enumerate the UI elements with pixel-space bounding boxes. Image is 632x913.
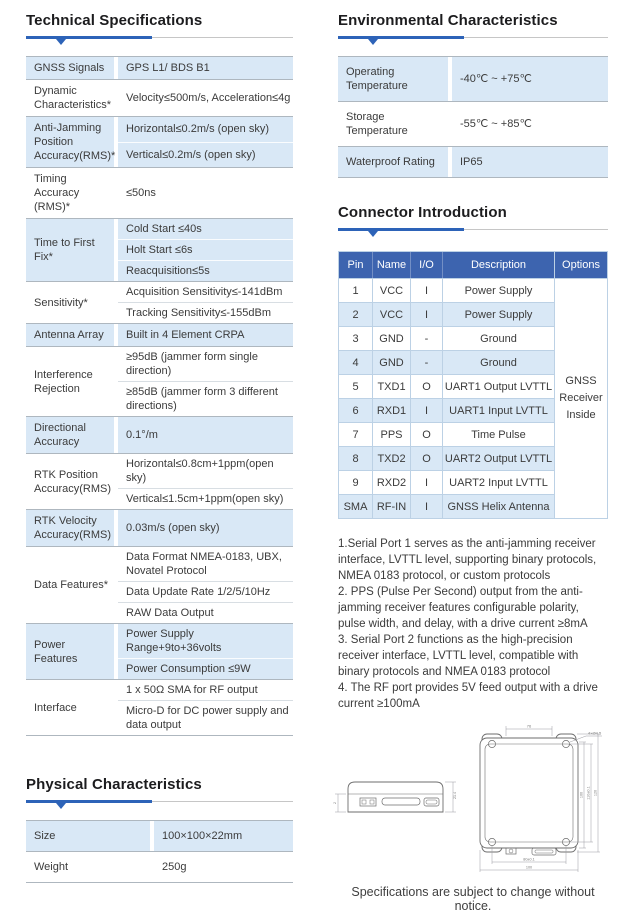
spec-label: RTK Velocity Accuracy(RMS) [26, 510, 114, 546]
column-header-pin: Pin [339, 252, 373, 278]
spec-value: Built in 4 Element CRPA [126, 329, 245, 341]
bottom-dim-inner-label: 80±0.1 [523, 857, 535, 862]
spec-row [26, 57, 293, 80]
pin-cell: Time Pulse [443, 422, 554, 446]
pin-cell: I [411, 302, 443, 326]
spec-value: Holt Start ≤6s [118, 239, 293, 260]
spec-label: Dynamic Characteristics* [34, 85, 112, 111]
section-marker-triangle [56, 803, 66, 809]
column-header-io: I/O [411, 252, 443, 278]
pin-cell: 9 [339, 470, 373, 494]
pin-cell: - [411, 350, 443, 374]
pin-cell: GNSS Helix Antenna [443, 494, 554, 518]
column-header-options: Options [555, 252, 607, 278]
connector-options-column [554, 252, 607, 518]
spec-row [26, 454, 293, 510]
spec-label: Weight [34, 861, 69, 873]
pin-cell: - [411, 326, 443, 350]
section-marker-triangle [56, 39, 66, 45]
section-rule [26, 36, 293, 46]
pin-cell: RXD1 [373, 398, 411, 422]
spec-label: GNSS Signals [26, 57, 114, 79]
spec-row [26, 80, 293, 117]
spec-row [26, 821, 293, 852]
pin-cell: VCC [373, 302, 411, 326]
spec-value: IP65 [460, 156, 483, 168]
section-rule [338, 228, 608, 238]
section-marker-triangle [368, 39, 378, 45]
note-line: 1.Serial Port 1 serves as the anti-jamming receiver interface, LVTTL level, supporting binary protocols, NMEA 0183 protocol, or custom protocols [338, 538, 597, 582]
spec-value: Vertical≤0.2m/s (open sky) [118, 142, 293, 168]
rule-blue [338, 36, 464, 39]
note-line: 4. The RF port provides 5V feed output with a drive current ≥100mA [338, 682, 598, 710]
connector-notes [338, 536, 608, 712]
bottom-dim-outer-label: 100 [525, 865, 533, 870]
pin-cell: VCC [373, 278, 411, 302]
spec-value: -40℃ ~ +75℃ [460, 73, 532, 85]
spec-label: Storage Temperature [346, 111, 408, 137]
spec-label: Waterproof Rating [338, 147, 448, 177]
spec-value: Velocity≤500m/s, Acceleration≤4g [126, 92, 291, 104]
technical-spec-table [26, 56, 293, 736]
spec-value: Tracking Sensitivity≤-155dBm [118, 302, 293, 323]
pin-cell: TXD2 [373, 446, 411, 470]
pin-cell: UART1 Output LVTTL [443, 374, 554, 398]
pin-cell: Ground [443, 326, 554, 350]
pin-cell: PPS [373, 422, 411, 446]
spec-label: Timing Accuracy (RMS)* [34, 173, 80, 213]
spec-label: Time to First Fix* [26, 219, 114, 281]
pin-cell: 1 [339, 278, 373, 302]
spec-value: ≥95dB (jammer form single direction) [126, 351, 258, 377]
pin-cell: TXD1 [373, 374, 411, 398]
spec-value: 1 x 50Ω SMA for RF output [126, 684, 258, 696]
spec-value: Power Supply Range+9to+36volts [126, 628, 222, 654]
spec-row [338, 102, 608, 147]
spec-label: Sensitivity* [34, 296, 88, 309]
side-left-dim-label: 2 [333, 802, 337, 804]
pin-cell: 3 [339, 326, 373, 350]
spec-value: Horizontal≤0.8cm+1ppm(open sky) [126, 458, 274, 484]
pin-cell: I [411, 398, 443, 422]
spec-value: 0.03m/s (open sky) [126, 522, 220, 534]
pin-cell: UART2 Input LVTTL [443, 470, 554, 494]
spec-value: Cold Start ≤40s [126, 223, 202, 235]
dimension-drawing [330, 720, 620, 875]
spec-label: Operating Temperature [338, 57, 448, 101]
spec-row [338, 147, 608, 178]
spec-row [26, 417, 293, 454]
spec-row [26, 547, 293, 624]
side-height-dim-label: 21.4 [453, 792, 457, 799]
pin-cell: UART1 Input LVTTL [443, 398, 554, 422]
pin-cell: UART2 Output LVTTL [443, 446, 554, 470]
pin-cell: O [411, 374, 443, 398]
spec-label: Size [26, 821, 150, 851]
rule-blue [338, 228, 464, 231]
section-marker-triangle [368, 231, 378, 237]
pin-cell: 8 [339, 446, 373, 470]
pin-cell: GND [373, 350, 411, 374]
spec-label: RTK Position Accuracy(RMS) [34, 468, 112, 495]
rule-blue [26, 36, 152, 39]
section-rule [338, 36, 608, 46]
spec-value: RAW Data Output [118, 602, 293, 623]
spec-value: Reacquisition≤5s [118, 260, 293, 281]
spec-value: 0.1°/m [126, 429, 158, 441]
spec-value: -55℃ ~ +85℃ [460, 118, 532, 130]
spec-value: ≥85dB (jammer form 3 different directions) [118, 381, 293, 416]
spec-value: Horizontal≤0.2m/s (open sky) [126, 123, 269, 136]
pin-cell: I [411, 470, 443, 494]
pin-cell: RXD2 [373, 470, 411, 494]
right-dim-outer-label: 120 [593, 789, 598, 797]
section-title-physical: Physical Characteristics [26, 776, 202, 793]
spec-label: Interface [34, 701, 77, 714]
spec-value: Data Update Rate 1/2/5/10Hz [118, 581, 293, 602]
footer-note: Specifications are subject to change without notice. [351, 885, 595, 913]
spec-value: ≤50ns [126, 187, 156, 199]
pin-cell: 4 [339, 350, 373, 374]
pin-cell: 2 [339, 302, 373, 326]
section-rule [26, 800, 293, 810]
spec-label: Power Features [26, 624, 114, 679]
spec-value: 250g [162, 861, 187, 873]
spec-value: Power Consumption ≤9W [118, 658, 293, 679]
pin-cell: O [411, 422, 443, 446]
spec-value: Micro-D for DC power supply and data output [118, 700, 293, 735]
spec-row [26, 117, 293, 168]
right-column [333, 12, 608, 913]
column-header-name: Name [373, 252, 411, 278]
pin-cell: SMA [339, 494, 373, 518]
right-dim-inner-label: 100 [579, 791, 584, 799]
spec-row [338, 57, 608, 102]
spec-value: Vertical≤1.5cm+1ppm(open sky) [118, 488, 293, 509]
options-merged-cell: GNSS Receiver Inside [555, 278, 607, 518]
pin-cell: Ground [443, 350, 554, 374]
connector-main-grid [339, 252, 554, 518]
section-title-technical: Technical Specifications [26, 12, 203, 29]
rule-blue [26, 800, 152, 803]
connector-table [338, 251, 608, 519]
spec-row [26, 624, 293, 680]
pin-cell: RF-IN [373, 494, 411, 518]
spec-row [26, 219, 293, 282]
top-dim-label: 76 [526, 723, 532, 729]
spec-row [26, 347, 293, 417]
spec-row [26, 680, 293, 736]
spacer [26, 736, 293, 776]
spec-value: Acquisition Sensitivity≤-141dBm [126, 286, 283, 298]
pin-cell: 6 [339, 398, 373, 422]
physical-table [26, 820, 293, 883]
pin-cell: Power Supply [443, 278, 554, 302]
hole-callout-label: 4×Ø4.5 [588, 730, 602, 736]
column-header-description: Description [443, 252, 554, 278]
pin-cell: I [411, 278, 443, 302]
pin-cell: Power Supply [443, 302, 554, 326]
pin-cell: O [411, 446, 443, 470]
spec-value: Data Format NMEA-0183, UBX, Novatel Protocol [126, 551, 282, 577]
spec-row [26, 168, 293, 219]
spec-row [26, 282, 293, 324]
section-title-connector: Connector Introduction [338, 204, 507, 221]
note-line: 2. PPS (Pulse Per Second) output from the anti-jamming receiver features configurable polarity, pulse width, and delay, with a drive current ≥8mA [338, 586, 588, 630]
pin-cell: 7 [339, 422, 373, 446]
spec-row [26, 510, 293, 547]
spec-row [26, 852, 293, 883]
spec-label: Antenna Array [26, 324, 114, 346]
pin-cell: 5 [339, 374, 373, 398]
left-column [26, 12, 293, 883]
spec-label: Data Features* [34, 579, 108, 591]
pin-cell: GND [373, 326, 411, 350]
spec-value: GPS L1/ BDS B1 [126, 62, 210, 74]
spec-row [26, 324, 293, 347]
spec-label: Directional Accuracy [26, 417, 114, 453]
note-line: 3. Serial Port 2 functions as the high-precision receiver interface, LVTTL level, compatible with binary protocols and NMEA 0183 protocol [338, 634, 579, 678]
pin-cell: I [411, 494, 443, 518]
spec-label: Interference Rejection [34, 368, 93, 395]
spacer [338, 178, 608, 204]
environmental-table [338, 56, 608, 178]
right-dim-mid-label: 110±0.1 [586, 786, 591, 800]
spec-value: 100×100×22mm [162, 830, 243, 842]
spec-label: Anti-Jamming Position Accuracy(RMS)* [26, 117, 114, 167]
section-title-environmental: Environmental Characteristics [338, 12, 558, 29]
